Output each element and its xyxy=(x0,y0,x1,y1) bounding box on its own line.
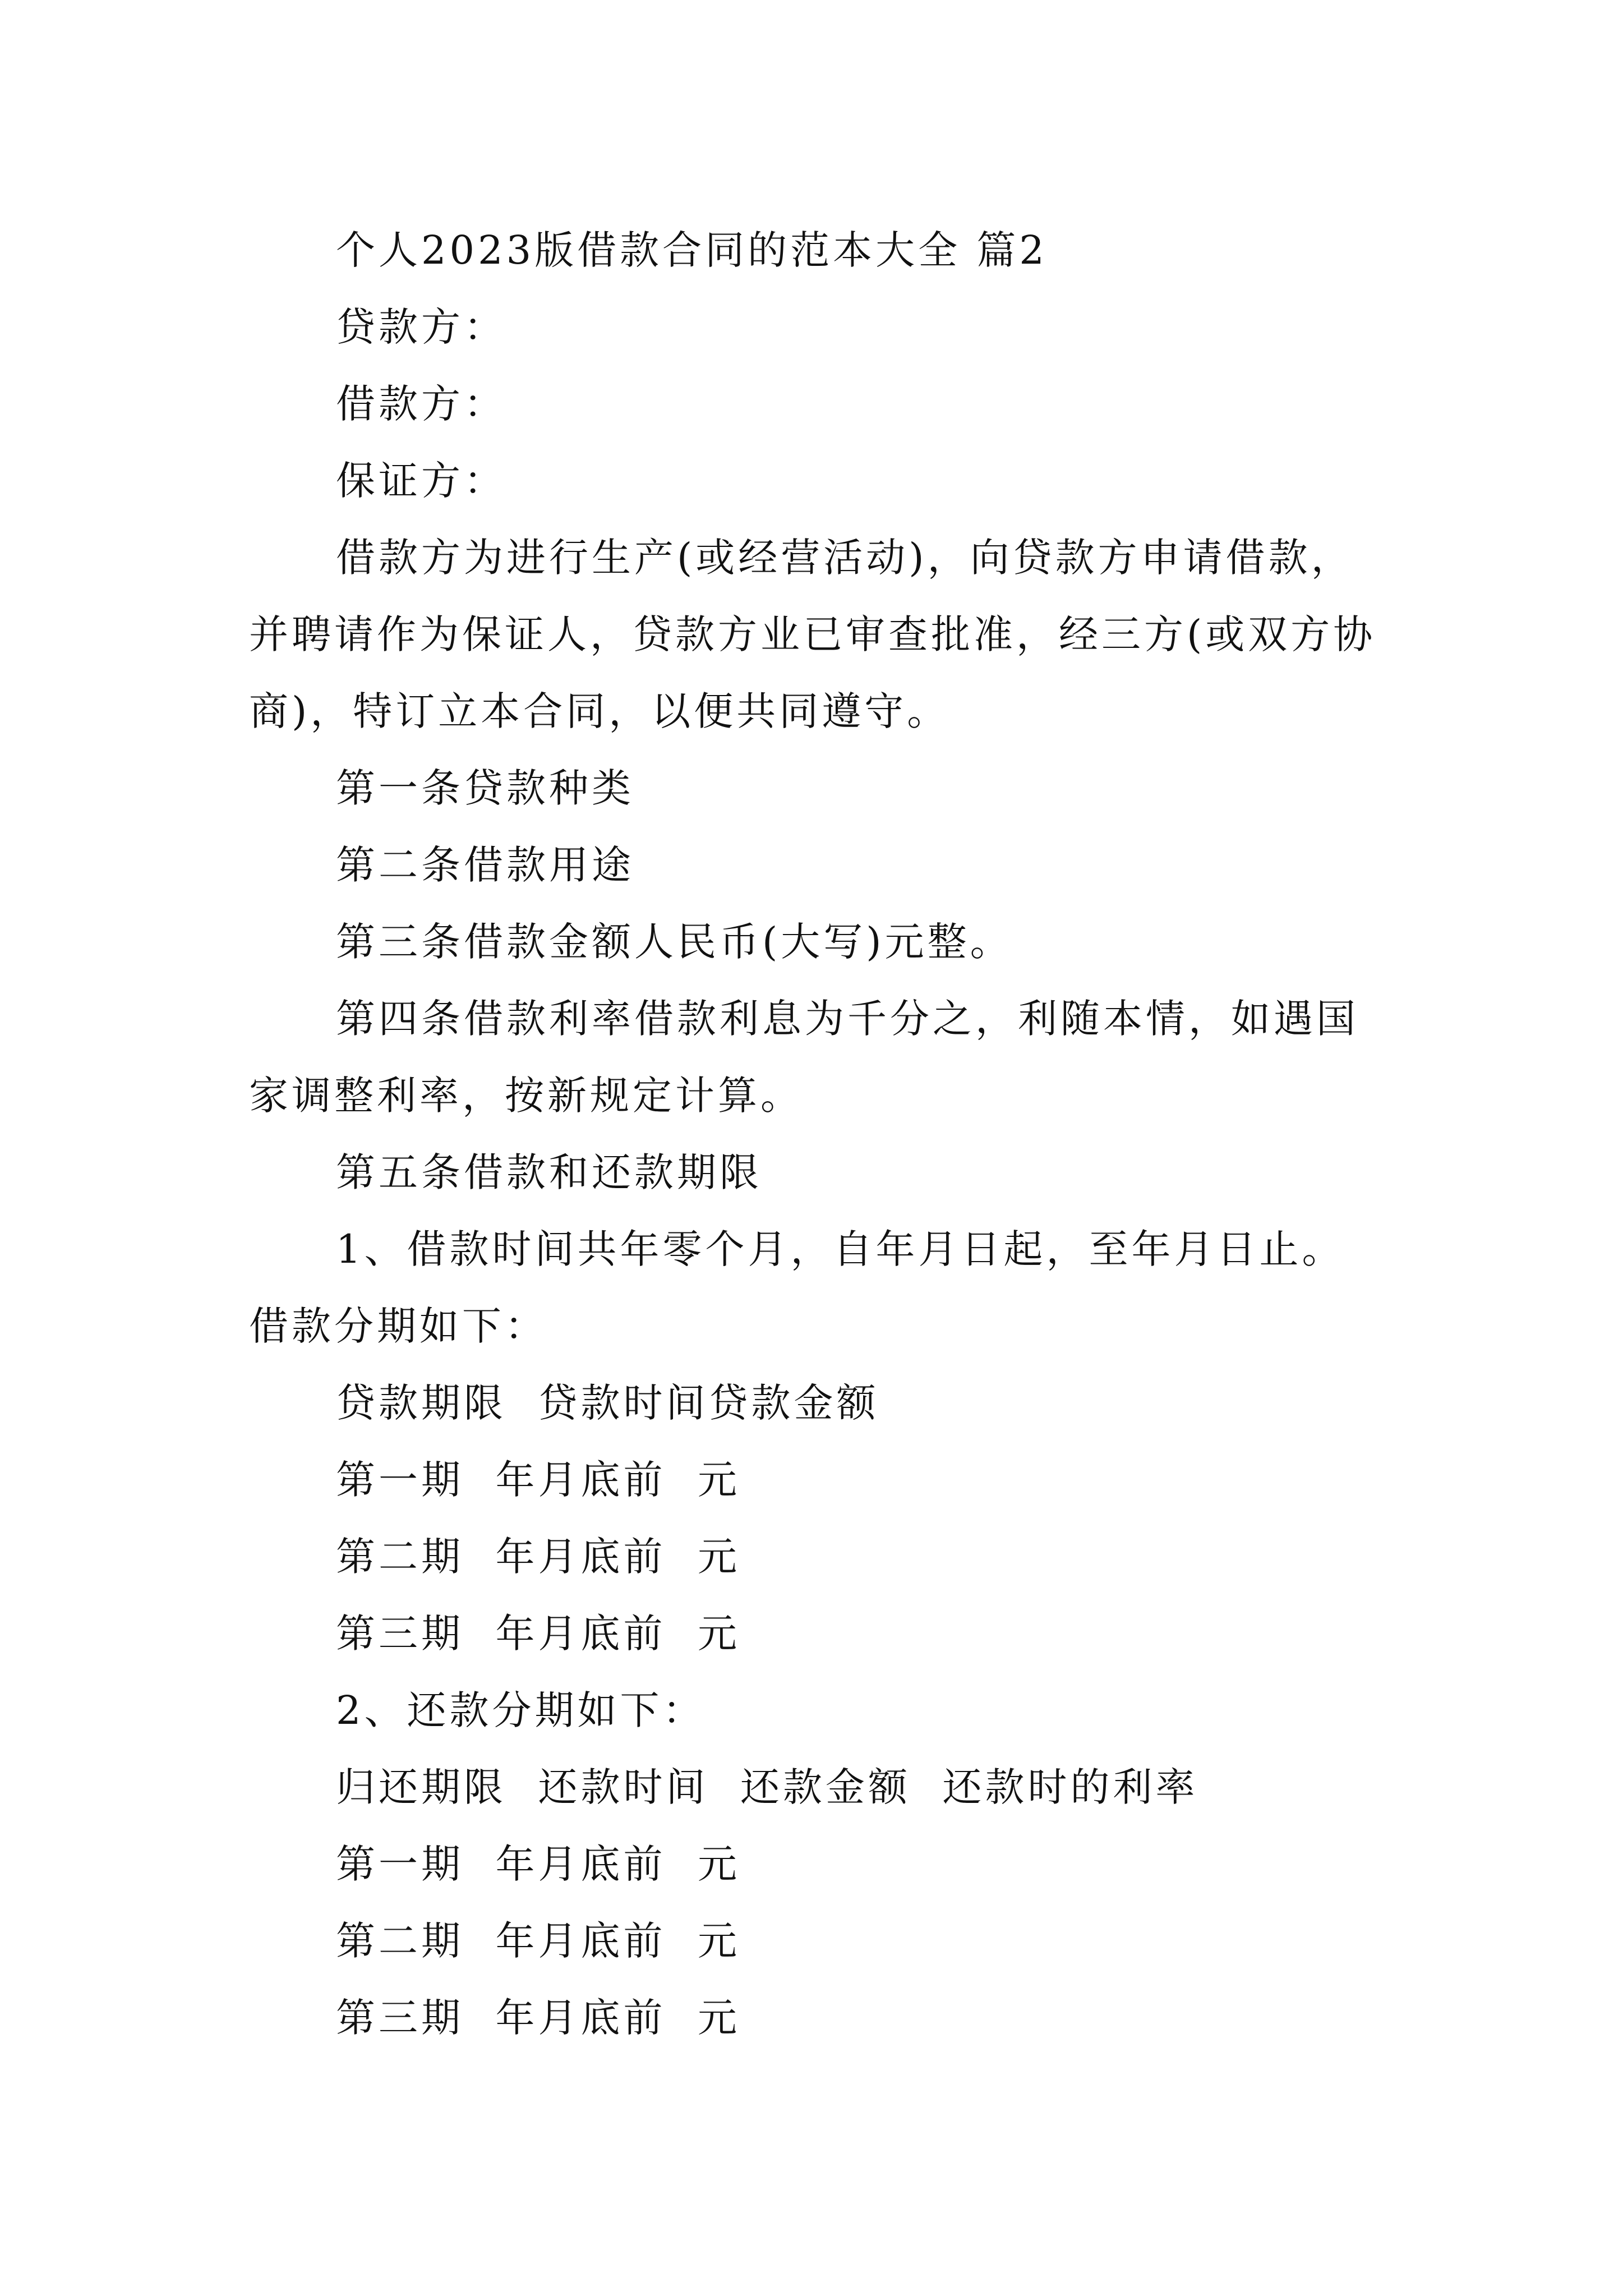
loan-schedule-header: 贷款期限 贷款时间贷款金额 xyxy=(336,1380,879,1426)
document-title: 个人2023版借款合同的范本大全 篇2 xyxy=(336,227,1048,273)
article-4: 第四条借款利率借款利息为千分之，利随本情，如遇国家调整利率，按新规定计算。 xyxy=(249,996,1359,1119)
repay-schedule-row: 第二期 年月底前 元 xyxy=(336,1918,741,1964)
article-2: 第二条借款用途 xyxy=(336,842,634,888)
repay-schedule-row: 第一期 年月底前 元 xyxy=(336,1841,741,1887)
repay-schedule-header: 归还期限 还款时间 还款金额 还款时的利率 xyxy=(336,1764,1198,1810)
document-body xyxy=(249,212,1376,2056)
loan-schedule-row: 第二期 年月底前 元 xyxy=(336,1534,741,1580)
guarantor-line: 保证方： xyxy=(336,458,506,504)
article-5: 第五条借款和还款期限 xyxy=(336,1149,762,1195)
loan-schedule-row: 第一期 年月底前 元 xyxy=(336,1457,741,1503)
article-3: 第三条借款金额人民币(大写)元整。 xyxy=(336,919,1013,965)
borrower-line: 借款方： xyxy=(336,381,506,427)
repay-schedule-intro: 2、还款分期如下： xyxy=(336,1687,706,1733)
intro-paragraph: 借款方为进行生产(或经营活动)，向贷款方申请借款，并聘请作为保证人，贷款方业已审查批准，经三方(或双方协商)，特订立本合同，以便共同遵守。 xyxy=(249,535,1376,734)
loan-schedule-intro: 1、借款时间共年零个月，自年月日起，至年月日止。借款分期如下： xyxy=(249,1226,1345,1349)
repay-schedule-row: 第三期 年月底前 元 xyxy=(336,1995,741,2041)
loan-schedule-row: 第三期 年月底前 元 xyxy=(336,1611,741,1657)
article-1: 第一条贷款种类 xyxy=(336,765,634,811)
lender-line: 贷款方： xyxy=(336,304,506,350)
